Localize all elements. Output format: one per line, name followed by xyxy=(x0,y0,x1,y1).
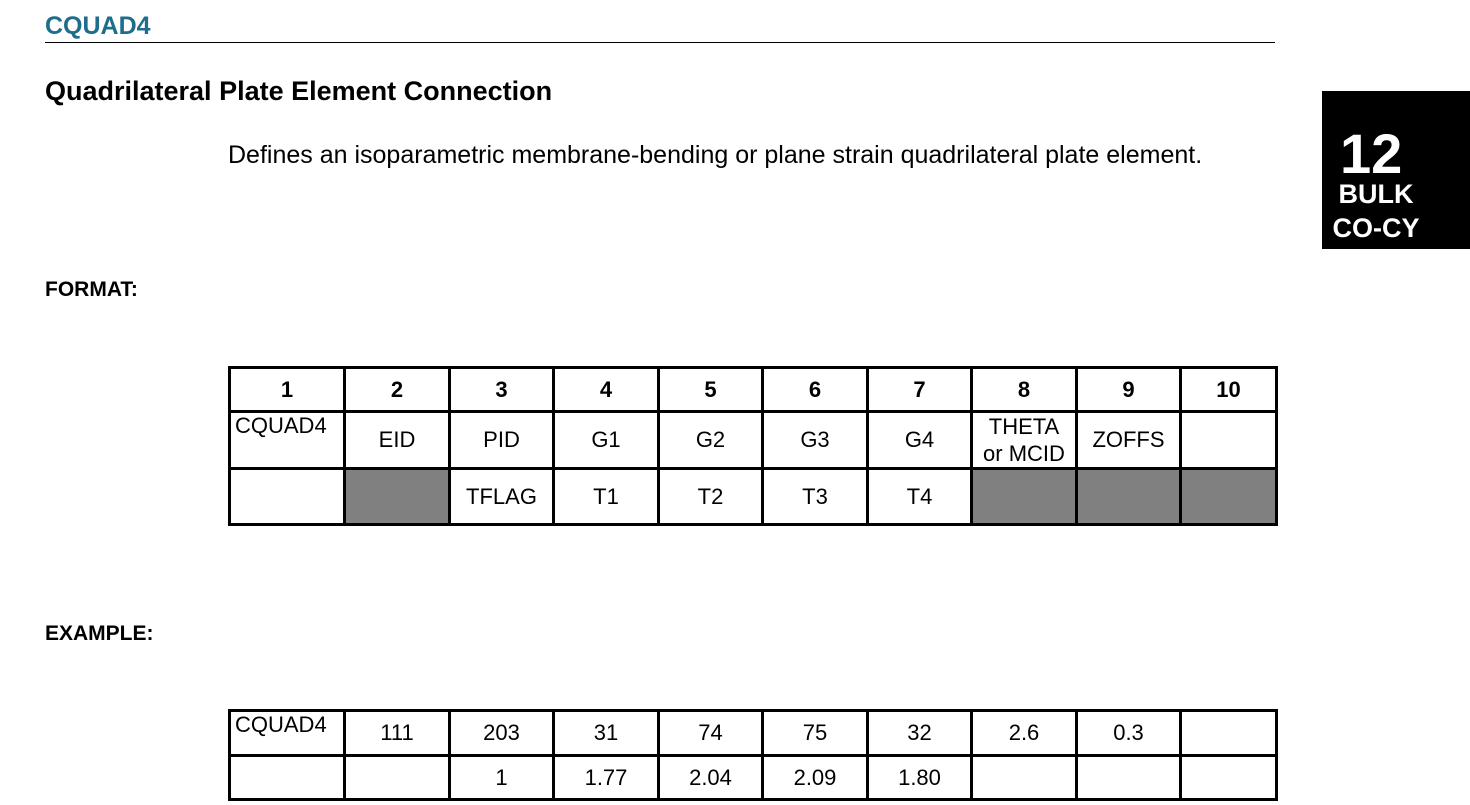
format-cell: G2 xyxy=(659,412,763,469)
format-table xyxy=(228,366,1278,526)
example-cell xyxy=(1181,711,1277,756)
example-cell: 1.77 xyxy=(554,756,659,800)
field-number: 10 xyxy=(1181,368,1277,412)
format-cell: EID xyxy=(345,412,450,469)
example-cell xyxy=(1077,756,1181,800)
example-cell: 2.04 xyxy=(659,756,763,800)
field-number: 4 xyxy=(554,368,659,412)
example-cell: 75 xyxy=(763,711,868,756)
format-cell: T4 xyxy=(868,469,972,525)
shaded-cell xyxy=(972,469,1077,525)
example-table xyxy=(228,709,1278,801)
page-subtitle: Quadrilateral Plate Element Connection xyxy=(45,76,553,106)
format-cell xyxy=(972,412,1077,469)
example-cell: 32 xyxy=(868,711,972,756)
example-row xyxy=(230,756,1277,800)
field-number: 2 xyxy=(345,368,450,412)
title-rule xyxy=(45,42,1275,43)
format-cell: G1 xyxy=(554,412,659,469)
format-cell: T1 xyxy=(554,469,659,525)
format-cell-line: or MCID xyxy=(983,441,1065,466)
example-label: EXAMPLE: xyxy=(45,622,154,645)
example-row xyxy=(230,711,1277,756)
field-number: 7 xyxy=(868,368,972,412)
example-cell: 31 xyxy=(554,711,659,756)
shaded-cell xyxy=(345,469,450,525)
section-tab-label: BULK xyxy=(1338,179,1414,209)
card-title: CQUAD4 xyxy=(45,12,151,40)
field-number: 6 xyxy=(763,368,868,412)
format-cell: CQUAD4 xyxy=(230,412,345,469)
section-tab-range: CO-CY xyxy=(1332,213,1420,243)
example-cell: 2.6 xyxy=(972,711,1077,756)
example-cell: 2.09 xyxy=(763,756,868,800)
example-cell xyxy=(345,756,450,800)
format-row xyxy=(230,412,1277,469)
section-tab xyxy=(1322,91,1470,249)
field-number: 5 xyxy=(659,368,763,412)
section-tab-number: 12 xyxy=(1340,122,1403,185)
format-cell: TFLAG xyxy=(450,469,554,525)
example-cell: 1 xyxy=(450,756,554,800)
example-cell: 74 xyxy=(659,711,763,756)
format-cell: T2 xyxy=(659,469,763,525)
example-cell: 111 xyxy=(345,711,450,756)
example-cell xyxy=(1181,756,1277,800)
format-header-row xyxy=(230,368,1277,412)
example-cell xyxy=(230,756,345,800)
field-number: 8 xyxy=(972,368,1077,412)
example-cell xyxy=(972,756,1077,800)
field-number: 9 xyxy=(1077,368,1181,412)
format-cell-line: THETA xyxy=(988,414,1060,439)
example-cell: 203 xyxy=(450,711,554,756)
format-cell: ZOFFS xyxy=(1077,412,1181,469)
shaded-cell xyxy=(1181,469,1277,525)
field-number: 3 xyxy=(450,368,554,412)
example-cell: 1.80 xyxy=(868,756,972,800)
shaded-cell xyxy=(1077,469,1181,525)
format-cell xyxy=(230,469,345,525)
format-cell: G4 xyxy=(868,412,972,469)
format-label: FORMAT: xyxy=(45,278,138,301)
format-cell: PID xyxy=(450,412,554,469)
example-cell: CQUAD4 xyxy=(230,711,345,756)
example-cell: 0.3 xyxy=(1077,711,1181,756)
format-cell xyxy=(1181,412,1277,469)
format-cell: T3 xyxy=(763,469,868,525)
format-row xyxy=(230,469,1277,525)
card-description: Defines an isoparametric membrane-bending or plane strain quadrilateral plate element. xyxy=(228,141,1203,169)
format-cell: G3 xyxy=(763,412,868,469)
field-number: 1 xyxy=(230,368,345,412)
